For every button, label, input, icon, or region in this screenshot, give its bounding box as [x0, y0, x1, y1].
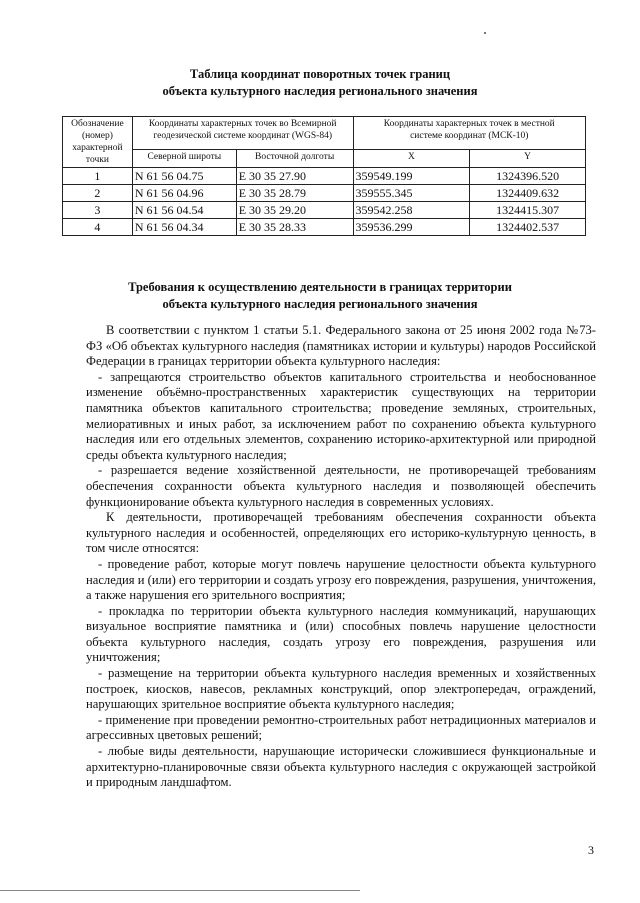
- table-row: [63, 185, 586, 202]
- table-title-line: объекта культурного наследия регионального значения: [162, 84, 478, 98]
- cell-point-number: 2: [63, 185, 133, 202]
- cell-longitude: E 30 35 28.33: [236, 219, 353, 236]
- header-text: Координаты характерных точек в местной: [383, 119, 555, 129]
- table-row: [63, 219, 586, 236]
- cell-latitude: N 61 56 04.54: [132, 202, 236, 219]
- paragraph-list-item: - прокладка по территории объекта культурного наследия коммуникаций, нарушающих визуальное восприятие памятника и (или) способных повлечь нарушение целостности объекта культурного наследия, создать угрозу его повреждения, разрушения или уничтожения;: [86, 603, 596, 665]
- cell-longitude: E 30 35 27.90: [236, 168, 353, 185]
- cell-latitude: N 61 56 04.75: [132, 168, 236, 185]
- cell-x: 359549.199: [353, 168, 470, 185]
- header-y: Y: [470, 149, 586, 167]
- cell-y: 1324415.307: [470, 202, 586, 219]
- cell-y: 1324409.632: [470, 185, 586, 202]
- header-text: Координаты характерных точек во Всемирной: [148, 119, 337, 129]
- requirements-title-line: объекта культурного наследия регионального значения: [162, 297, 478, 311]
- header-text: системе координат (МСК-10): [410, 131, 529, 141]
- cell-x: 359542.258: [353, 202, 470, 219]
- table-row: [63, 202, 586, 219]
- table-header-row: [63, 117, 586, 150]
- cell-point-number: 1: [63, 168, 133, 185]
- cell-x: 359555.345: [353, 185, 470, 202]
- paragraph-list-item: - размещение на территории объекта культурного наследия временных и хозяйственных построек, киосков, навесов, рекламных конструкций, опор электропередач, ограждений, нарушающих зрительное восприятие объекта культурного наследия;: [86, 666, 596, 712]
- header-text: точки: [85, 155, 109, 165]
- requirements-title: [0, 279, 640, 313]
- paragraph-list-item: - проведение работ, которые могут повлечь нарушение целостности объекта культурного наследия и (или) его территории и создать угрозу его повреждения, разрушения, уничтожения, а также нарушения его зрительного восприятия;: [86, 556, 596, 603]
- footer-divider: [0, 890, 360, 891]
- header-x: X: [353, 149, 470, 167]
- cell-latitude: N 61 56 04.96: [132, 185, 236, 202]
- cell-longitude: E 30 35 28.79: [236, 185, 353, 202]
- scan-speck: [484, 32, 486, 34]
- table-subheader-row: [63, 149, 586, 167]
- cell-longitude: E 30 35 29.20: [236, 202, 353, 219]
- cell-point-number: 4: [63, 219, 133, 236]
- paragraph: К деятельности, противоречащей требованиям обеспечения сохранности объекта культурного наследия и особенностей, определяющих его историко-культурную ценность, в том числе относятся:: [86, 510, 596, 556]
- cell-y: 1324402.537: [470, 219, 586, 236]
- header-text: характерной: [72, 143, 123, 153]
- header-wgs84: [132, 117, 353, 150]
- paragraph-list-item: - применение при проведении ремонтно-строительных работ нетрадиционных материалов и агрессивных цветовых решений;: [86, 712, 596, 743]
- page-number: 3: [588, 843, 594, 857]
- paragraph-list-item: - разрешается ведение хозяйственной деятельности, не противоречащей требованиям обеспечения сохранности объекта культурного наследия и позволяющей обеспечить функционирование объекта культурного наследия в современных условиях.: [86, 463, 596, 509]
- coordinates-table: [62, 116, 586, 236]
- header-latitude: Северной широты: [132, 149, 236, 167]
- body-text: [86, 323, 596, 791]
- paragraph-list-item: - любые виды деятельности, нарушающие исторически сложившиеся функциональные и архитектурно-планировочные связи объекта культурного наследия с окружающей застройкой и природным ландшафтом.: [86, 744, 596, 790]
- header-text: геодезической системе координат (WGS-84): [153, 131, 332, 141]
- paragraph-list-item: - запрещаются строительство объектов капитального строительства и необоснованное изменение объёмно-пространственных характеристик существующих на территории памятника объектов капитального строительства; проведение земляных, строительных, мелиоративных и иных работ, за исключением работ по сохранению объекта культурного наследия или его отдельных элементов, сохранению историко-архитектурной или природной среды объекта культурного наследия;: [86, 369, 596, 462]
- header-longitude: Восточной долготы: [236, 149, 353, 167]
- header-designation: [63, 117, 133, 168]
- header-text: Обозначение: [71, 119, 124, 129]
- table-title-line: Таблица координат поворотных точек границ: [189, 67, 451, 81]
- cell-latitude: N 61 56 04.34: [132, 219, 236, 236]
- cell-point-number: 3: [63, 202, 133, 219]
- table-row: [63, 168, 586, 185]
- requirements-title-line: Требования к осуществлению деятельности в границах территории: [128, 280, 512, 294]
- cell-y: 1324396.520: [470, 168, 586, 185]
- paragraph: В соответствии с пунктом 1 статьи 5.1. Федерального закона от 25 июня 2002 года №73-ФЗ «Об объектах культурного наследия (памятниках истории и культуры) народов Российской Федерации в границах территории объекта культурного наследия:: [86, 323, 596, 369]
- header-msk10: [353, 117, 585, 150]
- cell-x: 359536.299: [353, 219, 470, 236]
- header-text: (номер): [81, 131, 113, 141]
- table-title: [0, 66, 640, 100]
